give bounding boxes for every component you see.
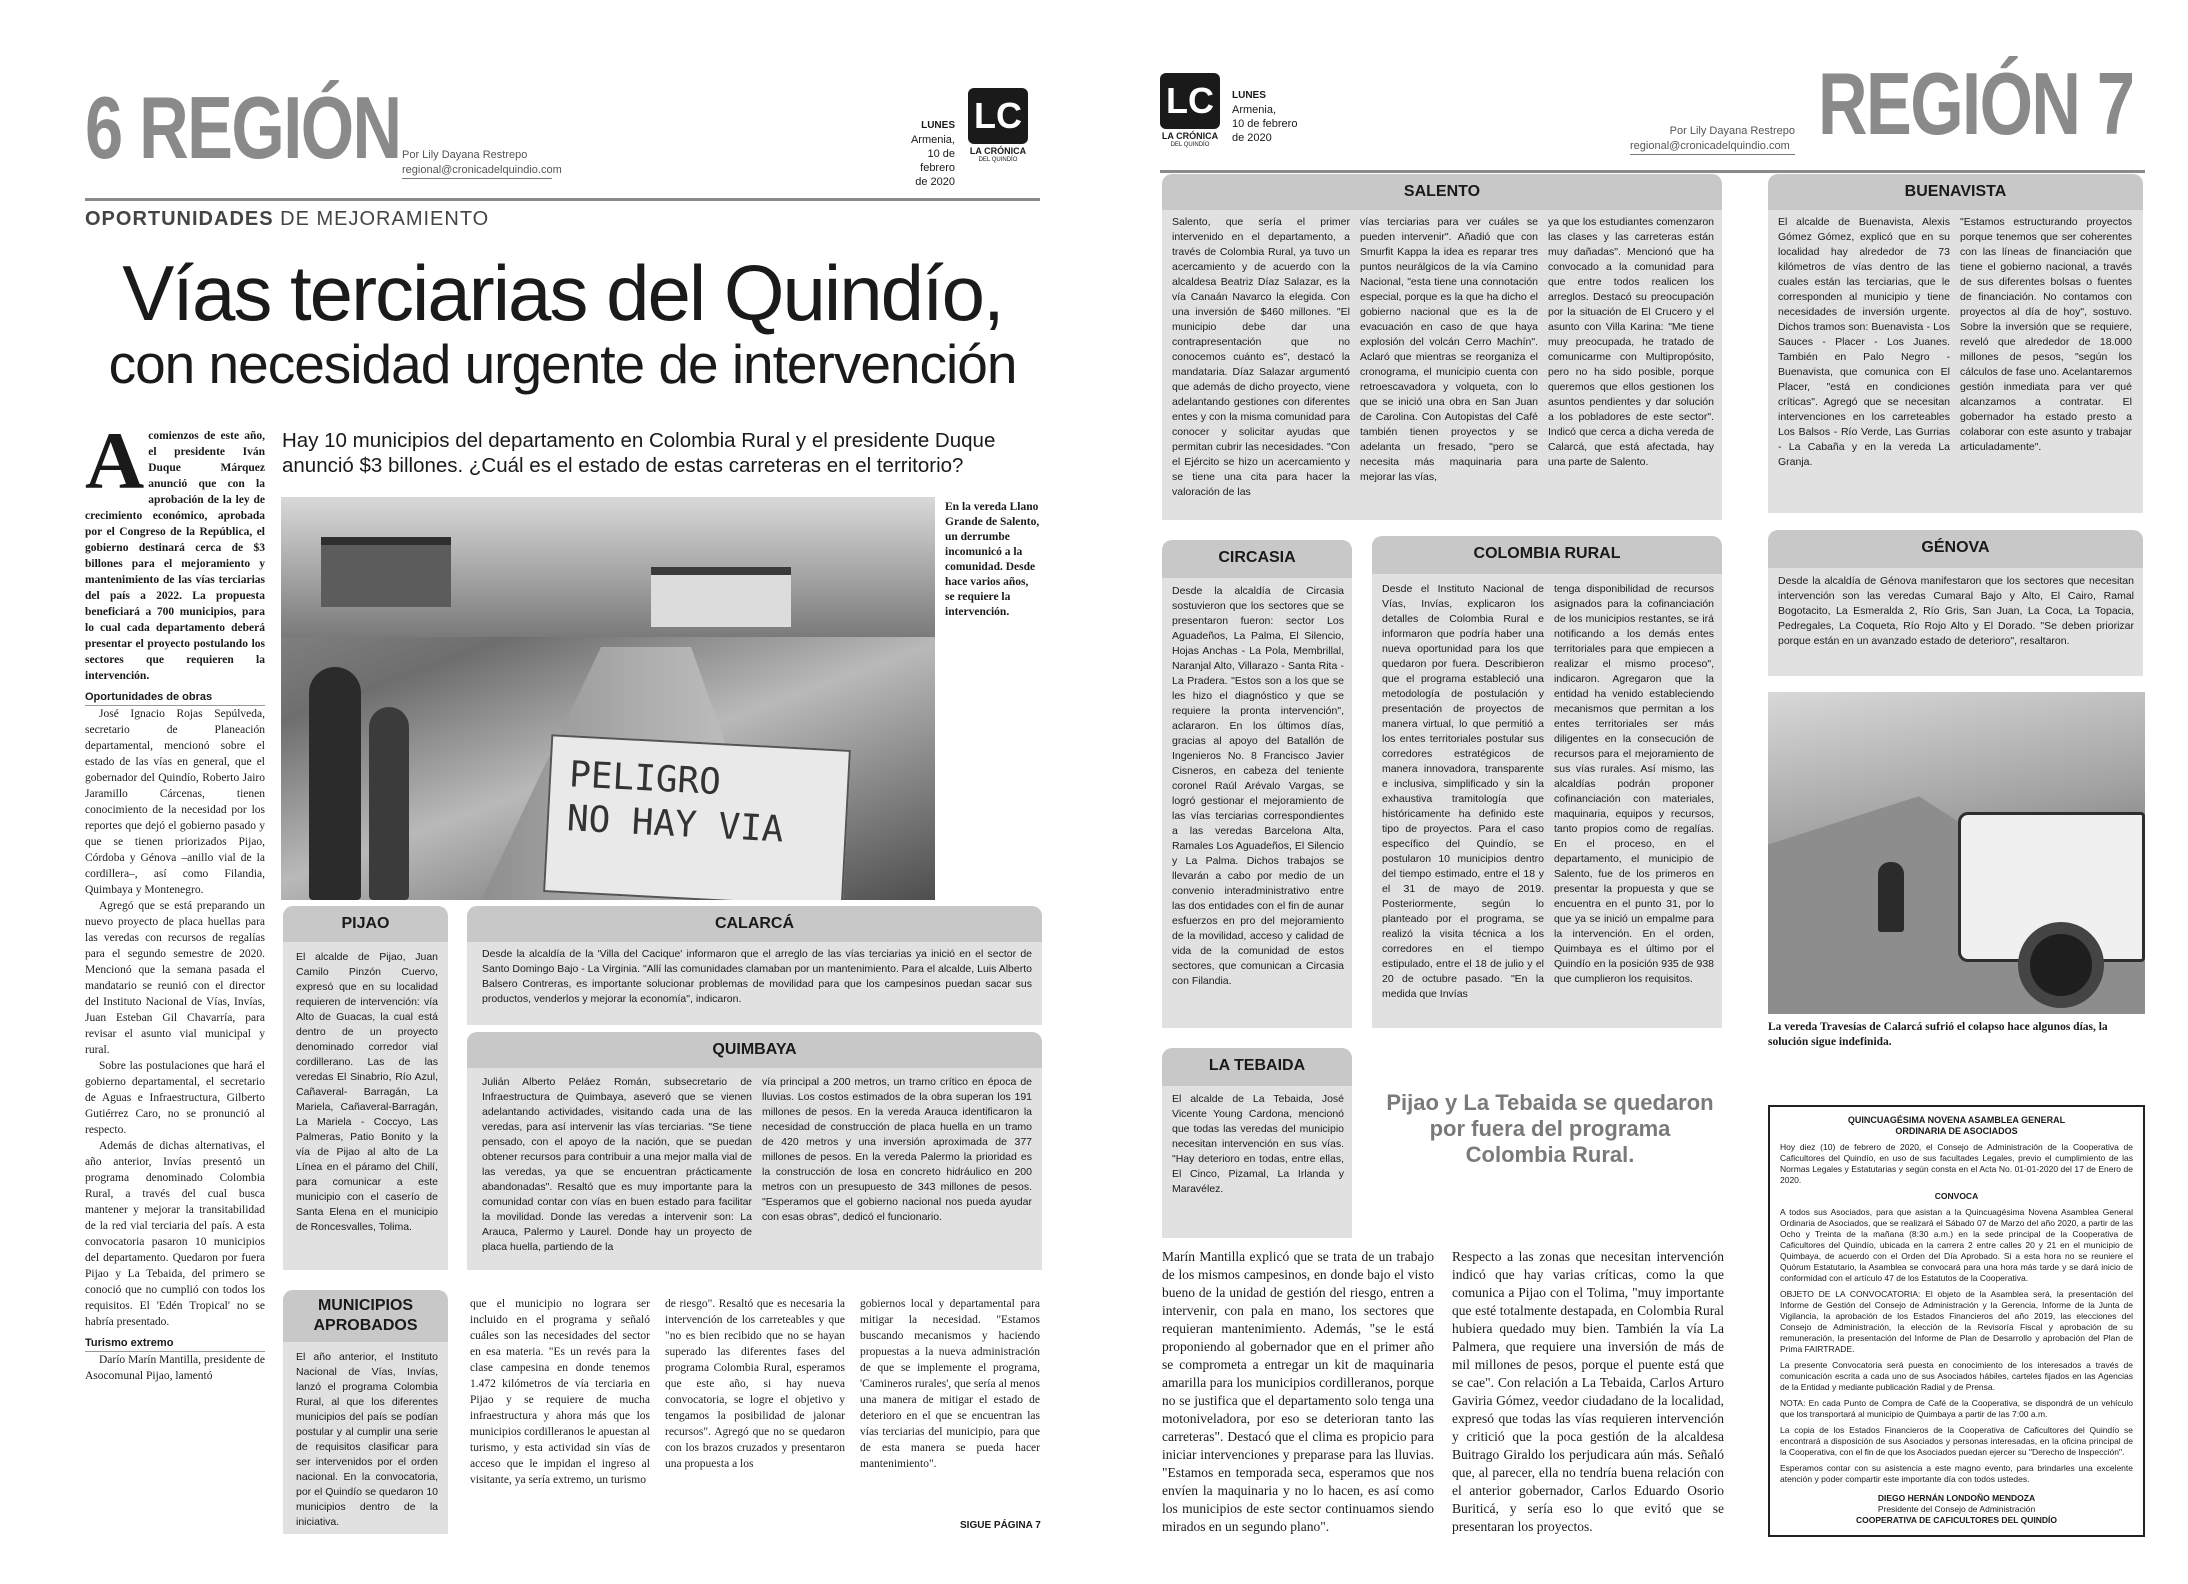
- logo-sub: DEL QUINDÍO: [978, 157, 1018, 163]
- photo-person: [1878, 862, 1904, 932]
- continues-label: SIGUE PÁGINA 7: [960, 1520, 1041, 1531]
- main-column: [85, 428, 265, 1540]
- salento-text-col2: vías terciarias para ver cuáles se pueden intervenir". Añadió que con Smurfit Kappa la idea es reparar tres puntos neurálgicos de la vía Camino Nacional, "esta tiene una connotación especial, porque es la que ha dicho el gobierno nacional que es la de evacuación en caso de que haya explosión del volcán Cerro Machín". Aclaró que mientras se reorganiza el cronograma, el municipio cuenta con retroescavadora y volqueta, con lo que se inició una obra en San Juan de Carolina. Con Autopistas del Café también tienen proyectos y se adelanta un fresado, "pero se necesita más maquinaria para mejorar las vías,: [1360, 216, 1538, 483]
- notice-signature-role: Presidente del Consejo de Administración: [1877, 1504, 2036, 1514]
- paragraph: Además de dichas alternativas, el año anterior, Invías presentó un programa denominado Colombia Rural, a través del cual busca mantener y mejorar la transitabilidad de la red vial terciaria del país. A esta convocatoria pasaron 10 municipios del departamento. Quedaron por fuera Pijao y La Tebaida, del primero se conoció que no cumplió con todos los requisitos. El 'Edén Tropical' no se habría presentado.: [85, 1140, 265, 1328]
- section-title: REGIÓN: [1818, 54, 2080, 153]
- colombia-rural-tab: COLOMBIA RURAL: [1372, 536, 1722, 574]
- quimbaya-text-col2: vía principal a 200 metros, un tramo crítico en época de lluvias. Los costos estimados de la obra superan los 191 millones de pesos. En la vereda Arauca identificaron la necesidad de construcción de placa huella en un tramo de 420 metros y una inversión aproximada de 377 millones de pesos. En la vereda Palermo la prioridad es la construcción de losa en concreto hidráulico en 200 metros con un presupuesto de 343 millones de pesos. "Esperamos que el gobierno nacional nos pueda ayudar con esas obras", dedicó el funcionario.: [762, 1076, 1032, 1223]
- assembly-notice: [1768, 1105, 2145, 1537]
- paragraph: Sobre las postulaciones que hará el gobierno departamental, el secretario de Aguas e Infraestructura, Gilberto Gutiérrez Caro, no se pronunció al respecto.: [85, 1060, 265, 1136]
- buenavista-text-col2: "Estamos estructurando proyectos porque tenemos que ser coherentes con las líneas de financiación que tiene el gobierno nacional, a través de sus diferentes bolsas o fuentes de financiación. No contamos con proyectos al día de hoy", sostuvo. Sobre la inversión que se requiere, reveló que alrededor de 18.000 millones de pesos, "según los cálculos de fase uno. Acelantaremos gestión inmediata para ver qué alcanzamos a contratar. El gobernador ha estado presto a colaborar con este asunto y trabajar articuladamente".: [1960, 216, 2132, 453]
- notice-paragraph: OBJETO DE LA CONVOCATORIA: El objeto de la Asamblea será, la presentación del Informe de Gestión del Consejo de Administración y la Gerencia, Informe de la Junta de Vigilancia, la aprobación de los Estados Financieros del año 2019, las elecciones del Consejo de Administración, la elección de la Revisoría Fiscal y aprobación de su remuneración, la presentación del Informe de Plan de Desarrollo y aprobación del Plan de Prima FAIRTRADE.: [1780, 1289, 2133, 1354]
- subhead-opportunities: Oportunidades de obras: [85, 690, 265, 706]
- bottom-column: Respecto a las zonas que necesitan intervención indicó que hay varias críticas, como la que comunica a Pijao con el Tolima, "muy importante que esté totalmente destapada, en Colombia Rural hubiera quedado muy bien. También la vía La Palmera, que requiere una inversión de más de mil millones de pesos, porque el puente está que se cae". Con relación a La Tebaida, Carlos Arturo Gaviria Gómez, veedor ciudadano de la localidad, expresó que todas las vías requieren intervención y critició que la poca gestión de la alcaldesa Buitrago Giraldo los perjudicara aún más. Señaló que, al parecer, ella no tendría buena relación con el anterior gobernador, Carlos Eduardo Osorio Buriticá, y sería eso lo que evitó que se presentaran los proyectos.: [1452, 1249, 1724, 1534]
- subhead-tourism: Turismo extremo: [85, 1336, 265, 1352]
- salento-tab: SALENTO: [1162, 174, 1722, 210]
- sign-line-2: NO HAY VIA: [565, 798, 785, 851]
- bottom-column: de riesgo". Resaltó que es necesaria la intervención de los carreteables y que "no es bien recibido que no se hayan superado las diferentes fases del programa Colombia Rural, esperamos que este año, si hay nueva convocatoria, se logre el objetivo y tengamos la posibilidad de jalonar recursos". Agregó que no se quedaron con los brazos cruzados y presentaron una propuesta a los: [665, 1298, 845, 1470]
- kicker: [85, 208, 489, 231]
- logo-sub: DEL QUINDÍO: [1170, 142, 1210, 148]
- notice-convoca: CONVOCA: [1934, 1191, 1979, 1201]
- warning-sign: [543, 734, 851, 900]
- calarca-tab: CALARCÁ: [467, 906, 1042, 942]
- kicker-rest: DE MEJORAMIENTO: [273, 208, 490, 230]
- right-header-rule: [1160, 170, 2145, 173]
- right-page-number: [1818, 54, 2134, 153]
- pull-quote-line-1: Pijao y La Tebaida se quedaron: [1386, 1090, 1714, 1115]
- jeep-photo: [1768, 692, 2145, 1014]
- photo-person: [309, 667, 361, 900]
- genova-tab: GÉNOVA: [1768, 530, 2143, 568]
- page-number: 6: [85, 78, 122, 177]
- bottom-column: Marín Mantilla explicó que se trata de un trabajo de los mismos campesinos, en donde bajo el visto bueno de la unidad de gestión del riesgo, entren a intervenir, con pala en mano, los sectores que requieran mantenimiento. Además, "se le está proponiendo al gobernador que en el primer año se comprometa a entregar un kit de maquinaria amarilla para los municipios cordilleranos, porque no se justifica que el departamento solo tenga una motoniveladora, por eso se deterioran tanto las carreteras". Destacó que el clima es propicio para iniciar intervenciones y preparase para las lluvias. "Estamos en temporada seca, esperamos que nos envíen la maquinaria y no lo hacen, es así como los municipios de este sector continuamos siendo mirados en un segundo plano".: [1162, 1249, 1434, 1534]
- logo-letters: LC: [1160, 73, 1220, 129]
- kicker-bold: OPORTUNIDADES: [85, 208, 274, 230]
- edition-day: LUNES: [921, 120, 955, 131]
- intro: [85, 428, 265, 684]
- photo-caption: La vereda Travesías de Calarcá sufrió el colapso hace algunos días, la solución sigue indefinida.: [1768, 1021, 2108, 1048]
- logo-name: LA CRÓNICA: [969, 146, 1027, 156]
- notice-paragraph: Hoy diez (10) de febrero de 2020, el Consejo de Administración de la Cooperativa de Caficultores del Quindío, en uso de sus facultades Legales, previo el cumplimiento de las Normas Legales y Estatutarias y según consta en el Acta No. 01-01-2020 del 17 de Enero de 2020.: [1780, 1142, 2133, 1185]
- notice-paragraph: La presente Convocatoria será puesta en conocimiento de los interesados a través de comunicación escrita a cada uno de sus Asociados hábiles, carteles fijados en las Agencias de la Entidad y mediante publicación Radial y de Prensa.: [1780, 1360, 2133, 1392]
- byline-author: Por Lily Dayana Restrepo: [1669, 125, 1795, 137]
- genova-text: Desde la alcaldía de Génova manifestaron que los sectores que necesitan intervención son las veredas Cumaral Bajo y Alto, El Cairo, Ramal Bogotacito, La Esmeralda 2, Río Gris, San Juan, La Coca, La Topacia, Pedregales, La Coqueta, Río Rojo Alto y El Dorado. "Se deben priorizar porque están en un avanzado estado de deterioro", resaltaron.: [1778, 575, 2134, 647]
- left-page-number: [85, 78, 401, 177]
- intro-text: comienzos de este año, el presidente Iván Duque Márquez anunció que con la aprobación de la ley de crecimiento económico, aprobada por el Congreso de la República, el gobierno destinará cerca de $3 billones para el mejoramiento y mantenimiento de las vías terciarias del país a 2022. La propuesta beneficiará a 700 municipios, para lo cual cada departamento deberá presentar el proyecto postulando los sectores que requieren la intervención.: [85, 430, 265, 682]
- byline-author: Por Lily Dayana Restrepo: [402, 149, 528, 161]
- pull-quote-line-2: por fuera del programa: [1429, 1116, 1671, 1141]
- photo-caption: En la vereda Llano Grande de Salento, un derrumbe incomunicó a la comunidad. Desde hace varios años, se requiere la intervención.: [945, 501, 1040, 618]
- edition-date: 10 de febrero: [920, 148, 955, 174]
- salento-text-col3: ya que los estudiantes comenzaron las clases y las carreteras están muy dañadas". Mencionó que ha convocado a la comunidad para que entre todos realicen los arreglos. Destacó su preocupación por la situación de El Crucero y el asunto con Villa Karina: "Me tiene muy preocupada, he tratado de comunicarme con Multipropósito, pero no ha sido posible, porque queremos que ellos gestionen los asuntos pendientes y dar solución a los pobladores de este sector". Indicó que cerca a dicha vereda de Calarcá, que está afectada, hay una parte de Salento.: [1548, 216, 1714, 468]
- pijao-tab: PIJAO: [283, 906, 448, 942]
- notice-paragraph: A todos sus Asociados, para que asistan a la Quincuagésima Novena Asamblea General Ordinaria de Asociados, que se realizará el Sábado 07 de Marzo del año 2020, a partir de las Ocho y Treinta de la mañana (8:30 a.m.) en la sede principal de la Cooperativa de Caficultores del Quindío, ubicada en la carrera 2 entre calles 20 y 21 en el municipio de Quimbaya, de acuerdo con el Orden del Día Aprobado. Si a esta hora no se reuniere el Quórum Estatutario, la Asamblea se convocará para una hora más tarde y se dará inicio de conformidad con el artículo 47 de los Estatutos de la Cooperativa.: [1780, 1207, 2133, 1283]
- edition-day: LUNES: [1232, 90, 1266, 101]
- right-edition-date: [1232, 88, 1312, 145]
- calarca-text: Desde la alcaldía de la 'Villa del Cacique' informaron que el arreglo de las vías terciarias ya inició en el sector de Santo Domingo Bajo - La Virginia. "Allí las comunidades clamaban por un mantenimiento. Para el alcalde, Luis Alberto Balsero Contreras, es importante solucionar problemas de movilidad para que los campesinos puedan sacar sus productos, venderlos y mejorar la economía", indicaron.: [482, 948, 1032, 1005]
- deck: Hay 10 municipios del departamento en Colombia Rural y el presidente Duque anunció $3 billones. ¿Cuál es el estado de estas carreteras en el territorio?: [282, 429, 996, 477]
- byline-email: regional@cronicadelquindio.com: [1630, 139, 1795, 155]
- headline-line-2: con necesidad urgente de intervención: [108, 333, 1017, 395]
- pull-quote: [1380, 1090, 1720, 1168]
- pull-quote-line-3: Colombia Rural.: [1465, 1142, 1635, 1167]
- tebaida-text: El alcalde de La Tebaida, José Vicente Young Cardona, mencionó que todas las veredas del municipio necesitan intervención en sus vías. "Hay deterioro en todas, entre ellas, El Cinco, Pizamal, La Irlanda y Maravélez.: [1172, 1093, 1344, 1195]
- approved-title-2: APROBADOS: [313, 1317, 418, 1334]
- quimbaya-text-col1: Julián Alberto Peláez Román, subsecretario de Infraestructura de Quimbaya, aseveró que se vienen adelantando actividades, visitando cada una de las veredas, para así intervenir las vías terciarias. "Se tiene pensado, con el apoyo de la nación, que se puedan obtener recursos para contribuir a una mejor malla vial de las veredas, ya que se encuentran prácticamente abandonadas". Resaltó que es muy importante para la comunidad contar con vías en buen estado para facilitar la movilidad. Donde las veredas a intervenir son: La Arauca, Palermo y Laurel. Donde hay un proyecto de placa huella, partiendo de la: [482, 1076, 752, 1253]
- headline-line-1: Vías terciarias del Quindío,: [122, 249, 1003, 337]
- edition-date: 10 de febrero: [1232, 118, 1298, 130]
- quimbaya-tab: QUIMBAYA: [467, 1032, 1042, 1068]
- headline: [85, 249, 1040, 395]
- left-logo: [968, 88, 1028, 162]
- edition-city: Armenia,: [1232, 104, 1277, 116]
- sign-line-1: PELIGRO: [568, 754, 722, 804]
- paragraph: Darío Marín Mantilla, presidente de Asocomunal Pijao, lamentó: [85, 1354, 265, 1382]
- landslide-photo: [281, 497, 935, 900]
- edition-city: Armenia,: [910, 134, 955, 146]
- right-byline: [1630, 124, 1795, 155]
- pijao-text: El alcalde de Pijao, Juan Camilo Pinzón Cuervo, expresó que en su localidad requieren de intervención: vía Alto de Guacas, la cual está dentro de un proyecto denominado corredor vial cordillerano. Las de las veredas El Sinabrio, Río Azul, Cañaveral- Barragán, La Mariela, Cañaveral-Barragán, La Mariela - Coccyo, Las Palmeras, Patio Bonito y la vía de Pijao al alto de La Línea en el páramo del Chilí, para comunicar a este municipio con el caserío de Santa Elena en el municipio de Roncesvalles, Tolima.: [296, 951, 438, 1233]
- photo-child: [369, 707, 409, 900]
- buenavista-text-col1: El alcalde de Buenavista, Alexis Gómez Gómez, explicó que en su localidad hay alrededor de 73 kilómetros de vías dentro de las cuales están las terciarias, que le corresponden al municipio y tiene necesidades de inversión urgente. Dichos tramos son: Buenavista - Los Sauces - Placer - Los Juanes. También en Palo Negro - Buenavista, que comunica con El Placer, "está en condiciones críticas". Agregó que se necesitan intervenciones en los carreteables Los Balsos - Río Verde, Las Gurrias - La Cabaña y en la vereda La Granja.: [1778, 216, 1950, 468]
- notice-signature-name: DIEGO HERNÁN LONDOÑO MENDOZA: [1877, 1493, 2036, 1503]
- photo-house: [321, 537, 451, 607]
- paragraph: Agregó que se está preparando un nuevo proyecto de placa huellas para las veredas con recursos de regalías para el segundo semestre de 2020. Mencionó que la semana pasada el mandatario se reunió con el director del Instituto Nacional de Vías, Invías, Juan Esteban Gil Chavarría, para revisar el asunto vial municipal y rural.: [85, 900, 265, 1056]
- photo-wheel: [2018, 922, 2104, 1008]
- notice-title-1: QUINCUAGÉSIMA NOVENA ASAMBLEA GENERAL: [1847, 1115, 2066, 1125]
- salento-text-col1: Salento, que sería el primer intervenido en el departamento, a través de Colombia Rural, ya tuvo un acercamiento y de acuerdo con la alcaldesa Beatriz Díaz Salazar, es la vía Canaán Navarco la elegida. Con una inversión de $460 millones. "El municipio debe dar una contrapresentación que no conocemos cuánto es", destacó la mandataria. Díaz Salazar argumentó que además de dicho proyecto, viene adelantando gestiones con diferentes entes y con la misma comunidad para conocer y solicitar ayudas que permitan cubrir las necesidades. "Con el Ejército se hizo un acercamiento y se tiene una cita para hacer la valoración de las: [1172, 216, 1350, 498]
- circasia-tab: CIRCASIA: [1162, 540, 1352, 578]
- colombia-rural-text-col2: tenga disponibilidad de recursos asignados para la cofinanciación de los municipios restantes, se irá notificando a los demás entes territoriales para que empiecen a realizar el mismo proceso", indicaron. Agregaron que la entidad ha venido estableciendo mecanismos que permitan a los entes territoriales ser más diligentes en la consecución de recursos para el mejoramiento de sus vías rurales. Así mismo, las alcaldías podrán proponer cofinanciación con materiales, maquinaria, equipos y recursos, tanto propios como de regalías. En el proceso, en el departamento, el municipio de Salento, fue de los primeros en presentar la propuesta y que se encuentra en el punto 31, por lo que ya se inició un empalme para la intervención. En el orden, Quimbaya es el último por el Quindío en la posición 935 de 938 que cumplieron los requisitos.: [1554, 583, 1714, 985]
- logo-name: LA CRÓNICA: [1161, 131, 1219, 141]
- edition-year: de 2020: [915, 176, 955, 188]
- left-header-rule: [85, 198, 1040, 201]
- approved-text: El año anterior, el Instituto Nacional de Vías, Invías, lanzó el programa Colombia Rural, al que los diferentes municipios del país se podían postular y al cumplir una serie de requisitos clasificar para ser intervenidos por el orden nacional. En la convocatoria, por el Quindío se quedaron 10 municipios dentro de la iniciativa.: [296, 1351, 438, 1528]
- logo-letters: LC: [968, 88, 1028, 144]
- notice-paragraph: NOTA: En cada Punto de Compra de Café de la Cooperativa, se dispondrá de un vehículo que los transportará al municipio de Quimbaya a partir de las 7:00 a.m.: [1780, 1398, 2133, 1419]
- paragraph: José Ignacio Rojas Sepúlveda, secretario de Planeación departamental, mencionó sobre el estado de las vías en general, que el gobernador del Quindío, Roberto Jairo Jaramillo Cárcenas, tienen conocimiento de la necesidad por los reportes que dejó el gobierno pasado y que se tienen priorizados Pijao, Córdoba y Génova –anillo vial de la cordillera–, así como Filandia, Quimbaya y Montenegro.: [85, 708, 265, 896]
- bottom-column: gobiernos local y departamental para mitigar la necesidad. "Estamos buscando mecanismos y haciendo propuestas a la nueva administración de que se implemente el programa, 'Camineros rurales', que sería al menos una manera de mitigar el estado de deterioro en el que se encuentran las vías terciarias del municipio, para que de esta manera se pueda hacer mantenimiento".: [860, 1298, 1040, 1470]
- notice-paragraph: La copia de los Estados Financieros de la Cooperativa de Caficultores del Quindío se encontrará a disposición de sus Asociados y personas interesadas, en la oficina principal de la Cooperativa, con el fin de que los Asociados puedan ejercer su "Derecho de Inspección".: [1780, 1425, 2133, 1457]
- tebaida-tab: LA TEBAIDA: [1162, 1048, 1352, 1086]
- approved-title-1: MUNICIPIOS: [317, 1297, 414, 1314]
- notice-paragraph: Esperamos contar con su asistencia a este magno evento, para brindarles una excelente atención y poder compartir este importante día con todos ustedes.: [1780, 1463, 2133, 1484]
- page-number: 7: [2096, 54, 2134, 153]
- notice-title-2: ORDINARIA DE ASOCIADOS: [1895, 1126, 2018, 1136]
- approved-tab: [283, 1290, 448, 1342]
- dropcap: A: [85, 428, 145, 506]
- circasia-text: Desde la alcaldía de Circasia sostuvieron que los sectores que se presentaron fueron: sector Los Aguadeños, La Palma, El Silencio, Hojas Anchas - La Pola, Membrillal, Naranjal Alto, Villarazo - Santa Rita - La Pradera. "Estos son a los que se les hizo el diagnóstico y que se requiere la pronta intervención", aclararon. En los últimos días, gracias al apoyo del Batallón de Ingenieros No. 8 Francisco Javier Cisneros, en cabeza del teniente coronel Raúl Arévalo Vargas, se logró gestionar el mejoramiento de las vías terciarias correspondientes a las veredas Barcelona Alta, Ramales Los Aguadeños, El Silencio y La Palma. Dichos trabajos se llevarán a cabo por medio de un convenio interadministrativo entre las dos entidades con el fin de aunar esfuerzos en pro del mejoramiento de la movilidad, acceso y calidad de vida de la comunidad de estos sectores, que comunican a Circasia con Filandia.: [1172, 585, 1344, 987]
- section-title: REGIÓN: [139, 78, 401, 177]
- left-byline: [402, 148, 562, 179]
- photo-house: [651, 567, 791, 627]
- edition-year: de 2020: [1232, 132, 1272, 144]
- bottom-column: que el municipio no lograra ser incluido en el programa y señaló cuáles son las necesidades del sector en esa materia. "Es un revés para la clase campesina en donde tenemos 1.472 kilómetros de vía terciaria en Pijao y se requiere de mucha infraestructura y ahora más que los municipios cordilleranos le apuestan al turismo, y esta actividad sin vías de acceso que le impidan el ingreso al visitante, ya sería extremo, un turismo: [470, 1298, 650, 1486]
- notice-signature-org: COOPERATIVA DE CAFICULTORES DEL QUINDÍO: [1855, 1515, 2058, 1525]
- left-edition-date: [890, 118, 955, 189]
- buenavista-tab: BUENAVISTA: [1768, 174, 2143, 210]
- right-logo: [1160, 73, 1220, 147]
- colombia-rural-text-col1: Desde el Instituto Nacional de Vías, Invías, explicaron los detalles de Colombia Rural e informaron que podría haber una nueva oportunidad para los que quedaron por fuera. Describieron que el programa estableció una metodología de postulación y presentación de proyectos de manera virtual, lo que permitió a los entes territoriales postular sus corredores estratégicos de manera innovadora, transparente e inclusiva, simplificado y sin la exhaustiva tramitología que históricamente ha definido este tipo de proyectos. Para el caso específico del Quindío, se postularon 10 municipios dentro del tiempo estimado, entre el 18 y el 31 de mayo de 2019. Posteriormente, según lo planteado por el programa, se realizó la visita técnica a los corredores en el tiempo estipulado, entre el 18 de julio y el 20 de octubre pasado. "En la medida que Invías: [1382, 583, 1544, 1000]
- byline-email: regional@cronicadelquindio.com: [402, 163, 552, 179]
